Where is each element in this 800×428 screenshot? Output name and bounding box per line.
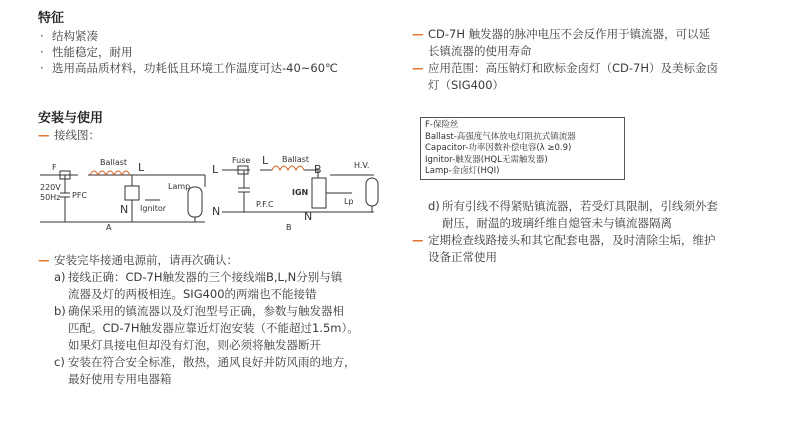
- diagram-a-n-label: N: [120, 203, 129, 216]
- legend-item: Capacitor-功率因数补偿电容(λ ≥0.9): [425, 143, 572, 153]
- diagram-b-b-label: B: [314, 163, 322, 176]
- diagram-a-fuse-label: F: [52, 163, 57, 172]
- diagram-a-pfc: PFC: [72, 191, 88, 200]
- right-column: [412, 26, 792, 94]
- legend-item: Lamp-金卤灯(HQI): [425, 166, 500, 176]
- diagram-b-l-label: L: [212, 163, 219, 176]
- feature-item: · 性能稳定，耐用: [40, 45, 133, 59]
- diagram-b-ballast: Ballast: [282, 155, 310, 164]
- confirm-item-c: c) 安装在符合安全标准，散热，通风良好并防风雨的地方， 最好使用专用电器箱: [54, 355, 356, 386]
- feature-item: · 选用高品质材料，功耗低且环境工作温度可达-40~60℃: [40, 61, 338, 75]
- diagram-a-l-label: L: [138, 161, 145, 174]
- legend-box: [420, 117, 625, 180]
- legend-item: Ignitor-触发器(HQL无需触发器): [425, 154, 548, 165]
- diagram-a-ballast-label: Ballast: [100, 158, 128, 167]
- diagram-b-n-label: N: [212, 205, 221, 218]
- confirm-section: [38, 252, 398, 388]
- features-heading: 特征: [38, 11, 65, 26]
- right-item-1: — CD-7H 触发器的脉冲电压不会反作用于镇流器，可以延 长镇流器的使用寿命: [412, 27, 711, 58]
- legend-item: F-保险丝: [425, 120, 459, 130]
- diagram-b-ign: IGN: [292, 188, 309, 197]
- diagram-b-caption: B: [286, 223, 292, 232]
- diagram-b-pfc: P.F.C: [256, 200, 274, 209]
- confirm-intro: — 安装完毕接通电源前，请再次确认：: [38, 253, 238, 267]
- feature-item: · 结构紧凑: [40, 29, 98, 43]
- right-item-2: — 应用范围：高压钠灯和欧标金卤灯（CD-7H）及美标金卤 灯（SIG400）: [412, 61, 718, 92]
- diagram-a-freq: 50Hz: [40, 193, 61, 202]
- usage-heading: 安装与使用: [38, 111, 104, 126]
- diagram-a-ignitor: Ignitor: [140, 204, 167, 213]
- diagram-a-caption: A: [106, 223, 112, 232]
- confirm-item-b: b) 确保采用的镇流器以及灯泡型号正确，参数与触发器相 匹配。CD-7H触发器应靠近灯泡安装（不能超过1.5m）。 如果灯具接电但却没有灯泡，则必须将触发器断开: [54, 304, 359, 352]
- diagram-b-fuse: Fuse: [232, 156, 251, 165]
- diagram-b-lp: Lp: [344, 197, 354, 206]
- confirm-item-a: a) 接线正确：CD-7H触发器的三个接线端B,L,N分别与镇 流器及灯的两极相连。SIG400的两端也不能接错: [54, 270, 343, 301]
- right-item-3: — 定期检查线路接头和其它配套电器，及时清除尘垢，维护 设备正常使用: [412, 233, 716, 264]
- diagram-b-l2-label: L: [262, 154, 269, 167]
- confirm-item-d: d) 所有引线不得紧贴镇流器，若受灯具限制，引线须外套 耐压，耐温的玻璃纤维自熄管未与镇流器隔离: [428, 199, 718, 230]
- diagram-b-n2-label: N: [304, 210, 313, 223]
- wiring-label-item: — 接线图：: [38, 128, 100, 142]
- diagram-b-hv: H.V.: [354, 161, 370, 170]
- diagram-a-lamp: Lamp: [168, 182, 191, 191]
- right-lower: [412, 198, 792, 266]
- diagram-a-voltage: 220V: [40, 183, 61, 192]
- legend-item: Ballast-高强度气体放电灯阻抗式镇流器: [425, 131, 576, 142]
